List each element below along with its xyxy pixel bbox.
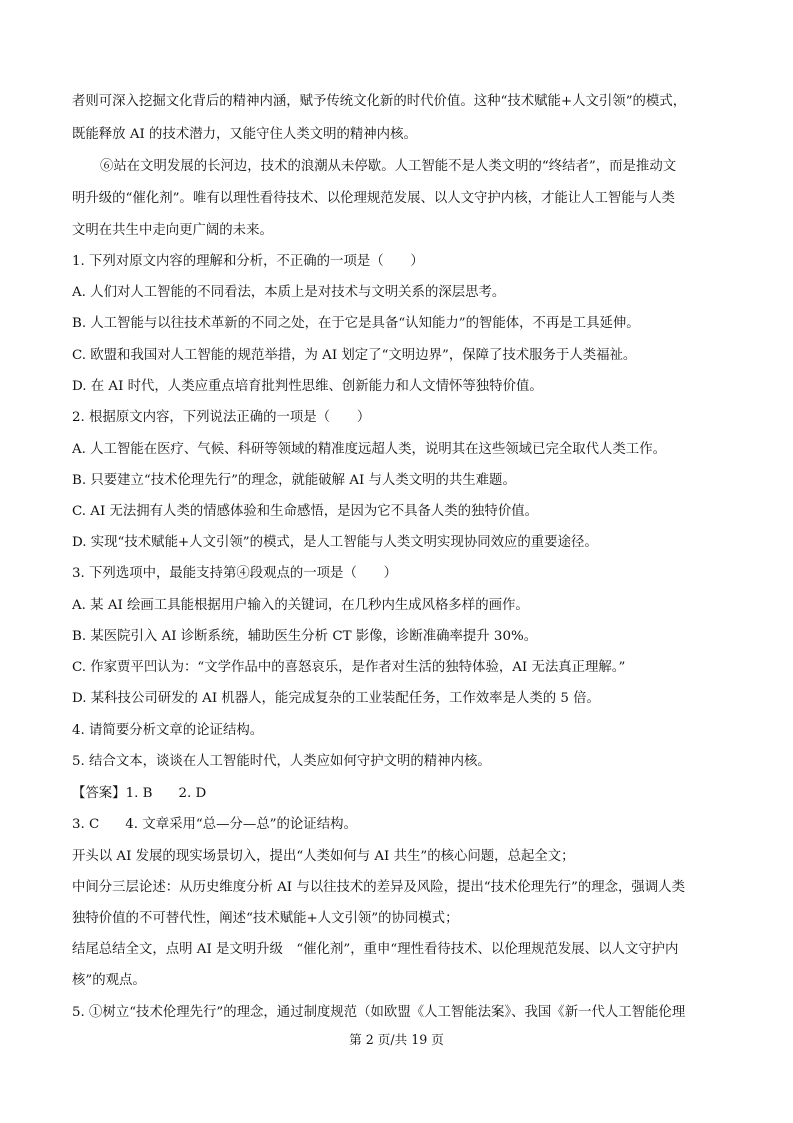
- answer-3: 3. C: [72, 817, 100, 832]
- answer-tag: 【答案】: [72, 786, 126, 801]
- answer-line-3-4: [72, 815, 722, 835]
- passage-line: 明升级的“催化剂”。唯有以理性看待技术、以伦理规范发展、以人文守护内核，才能让人工智能与人类: [72, 191, 675, 206]
- question-3-option-b: B. 某医院引入 AI 诊断系统，辅助医生分析 CT 影像，诊断准确率提升 30%。: [72, 629, 538, 644]
- answer-4-line: 独特价值的不可替代性，阐述“技术赋能+人文引领”的协同模式；: [72, 911, 459, 926]
- answer-line-1-2: [72, 784, 722, 804]
- question-3-stem: 3. 下列选项中，最能支持第④段观点的一项是（ ）: [72, 566, 398, 581]
- answer-1: 1. B: [125, 786, 153, 801]
- passage-line: 者则可深入挖掘文化背后的精神内涵，赋予传统文化新的时代价值。这种“技术赋能+人文引领”的模式，: [72, 94, 687, 109]
- question-2-option-c: C. AI 无法拥有人类的情感体验和生命感悟，是因为它不具备人类的独特价值。: [72, 504, 538, 519]
- question-1-option-b: B. 人工智能与以往技术革新的不同之处，在于它是具备“认知能力”的智能体，不再是工具延伸。: [72, 316, 640, 331]
- question-1-option-c: C. 欧盟和我国对人工智能的规范举措，为 AI 划定了“文明边界”，保障了技术服务于人类福祉。: [72, 348, 637, 363]
- answer-4-line: 开头以 AI 发展的现实场景切入，提出“人类如何与 AI 共生”的核心问题，总起全文；: [72, 849, 575, 864]
- page-number: 第 2 页/共 19 页: [349, 1032, 444, 1047]
- passage-line: 既能释放 AI 的技术潜力，又能守住人类文明的精神内核。: [72, 127, 417, 142]
- question-5-stem: 5. 结合文本，谈谈在人工智能时代，人类应如何守护文明的精神内核。: [72, 754, 491, 769]
- answer-4-line: 结尾总结全文，点明 AI 是文明升级 “催化剂”，重申“理性看待技术、以伦理规范发展、以人文守护内: [72, 942, 679, 957]
- question-2-stem: 2. 根据原文内容，下列说法正确的一项是（ ）: [72, 410, 371, 425]
- document-page: [72, 92, 722, 1032]
- question-3-option-a: A. 某 AI 绘画工具能根据用户输入的关键词，在几秒内生成风格多样的画作。: [72, 598, 529, 613]
- question-3-option-d: D. 某科技公司研发的 AI 机器人，能完成复杂的工业装配任务，工作效率是人类的 5 倍。: [72, 691, 600, 706]
- answer-5-line: 5. ①树立“技术伦理先行”的理念，通过制度规范（如欧盟《人工智能法案》、我国《新一代人工智能伦理: [72, 1005, 686, 1020]
- question-2-option-a: A. 人工智能在医疗、气候、科研等领域的精准度远超人类，说明其在这些领域已完全取代人类工作。: [72, 442, 666, 457]
- question-3-option-c: C. 作家贾平凹认为：“文学作品中的喜怒哀乐，是作者对生活的独特体验，AI 无法真正理解。”: [72, 660, 626, 675]
- question-1-stem: 1. 下列对原文内容的理解和分析，不正确的一项是（ ）: [72, 254, 424, 269]
- answer-2: 2. D: [178, 786, 207, 801]
- question-1-option-a: A. 人们对人工智能的不同看法，本质上是对技术与文明关系的深层思考。: [72, 285, 506, 300]
- passage-paragraph-6: ⑥站在文明发展的长河边，技术的浪潮从未停歇。人工智能不是人类文明的“终结者”，而是推动文: [100, 159, 677, 174]
- question-2-option-d: D. 实现“技术赋能+人文引领”的模式，是人工智能与人类文明实现协同效应的重要途径。: [72, 535, 598, 550]
- question-1-option-d: D. 在 AI 时代，人类应重点培育批判性思维、创新能力和人文情怀等独特价值。: [72, 379, 543, 394]
- passage-line: 文明在共生中走向更广阔的未来。: [72, 223, 273, 238]
- answer-4-line: 中间分三层论述：从历史维度分析 AI 与以往技术的差异及风险，提出“技术伦理先行”的理念，强调人类: [72, 880, 685, 895]
- question-2-option-b: B. 只要建立“技术伦理先行”的理念，就能破解 AI 与人类文明的共生难题。: [72, 473, 516, 488]
- answer-4-intro: 4. 文章采用“总—分—总”的论证结构。: [125, 817, 357, 832]
- question-4-stem: 4. 请简要分析文章的论证结构。: [72, 723, 264, 738]
- answer-4-line: 核”的观点。: [72, 973, 146, 988]
